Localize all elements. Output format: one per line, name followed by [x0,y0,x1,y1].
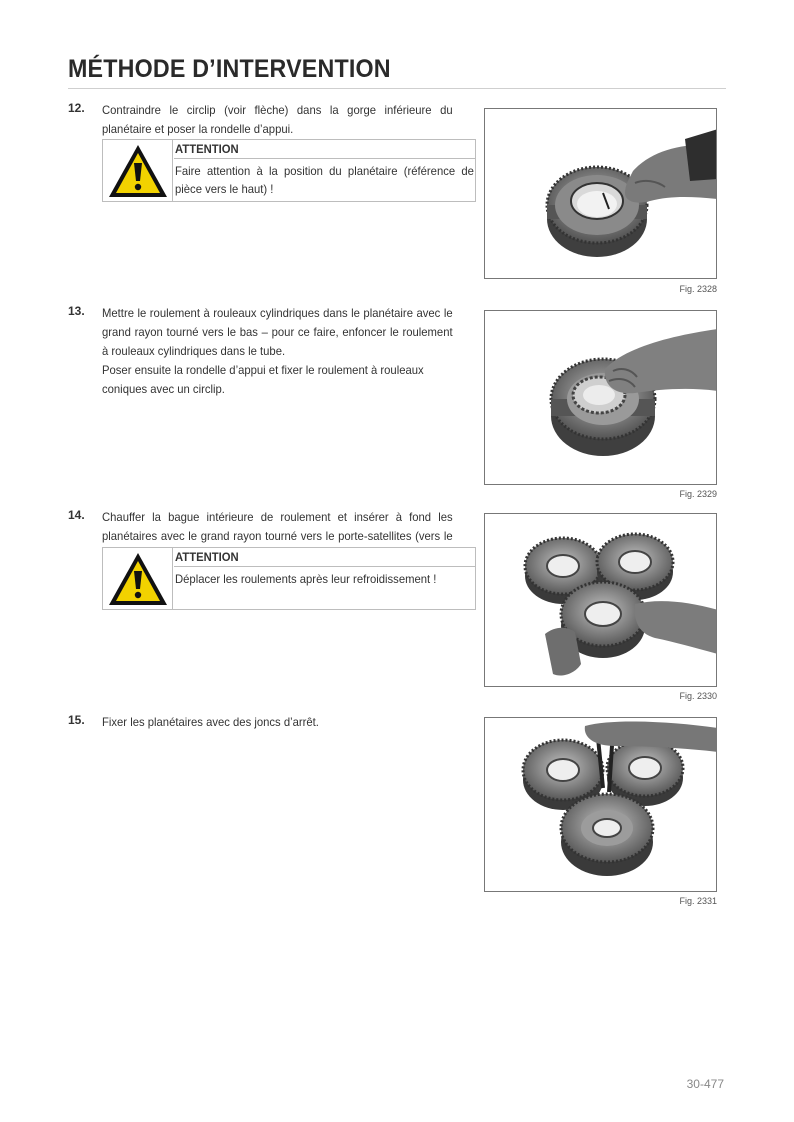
attention-box [102,139,476,202]
step-14 [68,508,478,548]
warning-triangle-icon [107,551,169,607]
attention-content [174,548,475,609]
step-text [102,304,453,399]
figure-caption: Fig. 2330 [679,691,717,701]
step-number: 12. [68,101,85,115]
step-paragraph: Contraindre le circlip (voir flèche) dans la gorge inférieure du planétaire et poser la rondelle d’appui. [102,103,453,136]
warning-icon-cell [103,548,173,609]
figure-caption: Fig. 2329 [679,489,717,499]
step-paragraph: Chauffer la bague intérieure de roulement et insérer à fond les planétaires avec le grand rayon tourné vers le porte-satellites (vers le [102,510,453,543]
step-paragraph: Mettre le roulement à rouleaux cylindriques dans le planétaire avec le grand rayon tourné vers le bas – pour ce faire, enfoncer le roulement à rouleaux cylindriques dans le tube. [102,306,453,358]
step-number: 14. [68,508,85,522]
step-number: 15. [68,713,85,727]
warning-icon-cell [103,140,173,201]
figure-2328-image [484,108,717,279]
page-title: MÉTHODE D’INTERVENTION [68,55,391,83]
attention-divider [174,158,475,159]
attention-text: Faire attention à la position du planétaire (référence de pièce vers le haut) ! [175,164,474,196]
page-number: 30-477 [686,1077,724,1091]
step-text [102,713,453,732]
figure-2329-image [484,310,717,485]
attention-divider [174,566,475,567]
step-paragraph: Poser ensuite la rondelle d’appui et fixer le roulement à rouleaux coniques avec un circlip. [102,363,424,396]
attention-content [174,140,475,201]
attention-heading: ATTENTION [175,550,239,564]
figure-caption: Fig. 2328 [679,284,717,294]
step-text [102,101,453,139]
warning-triangle-icon [107,143,169,199]
step-15 [68,713,478,737]
step-number: 13. [68,304,85,318]
step-13 [68,304,478,404]
figure-2330-image [484,513,717,687]
figure-caption: Fig. 2331 [679,896,717,906]
figure-2331-image [484,717,717,892]
step-paragraph: Fixer les planétaires avec des joncs d’arrêt. [102,715,319,729]
title-divider [68,88,726,89]
attention-box [102,547,476,610]
attention-text: Déplacer les roulements après leur refroidissement ! [175,572,437,586]
attention-heading: ATTENTION [175,142,239,156]
